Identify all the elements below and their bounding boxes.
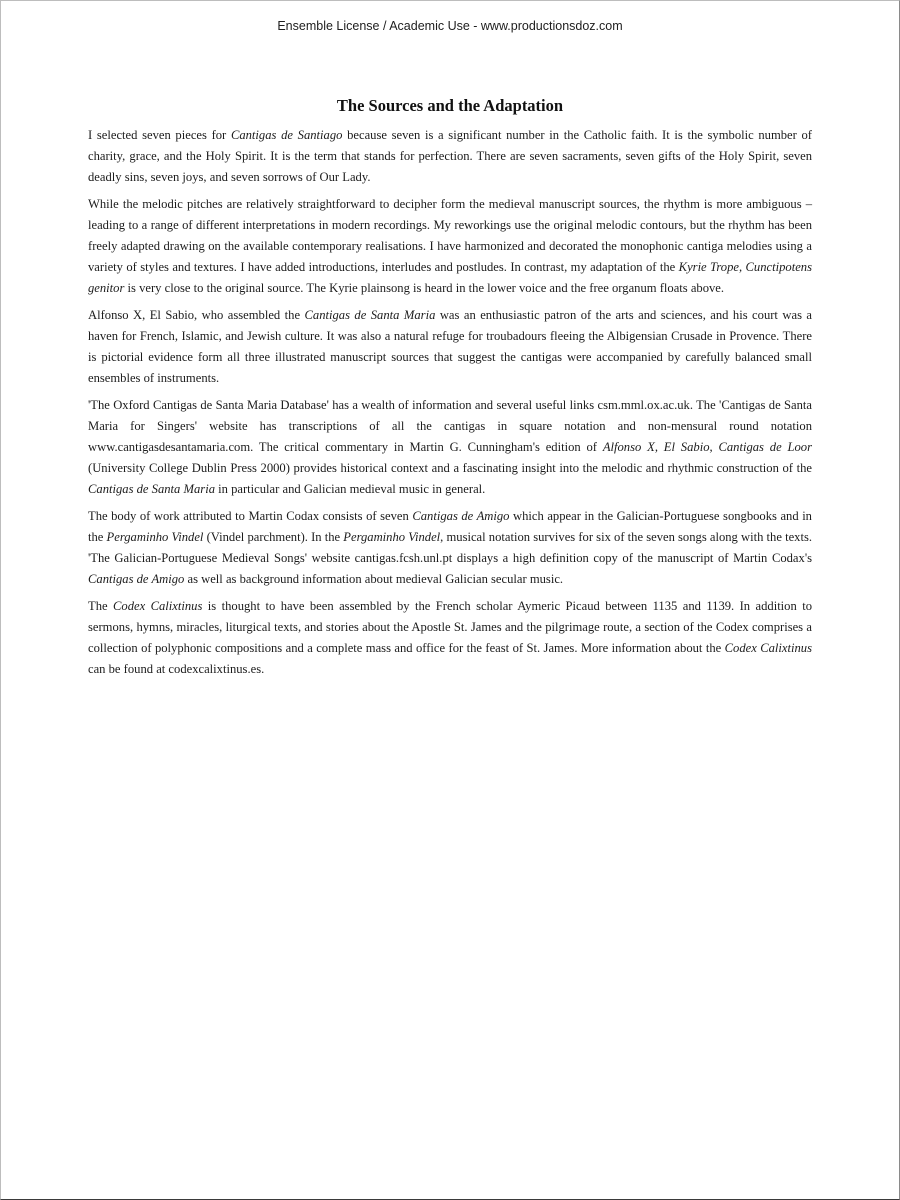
text-run: While the melodic pitches are relatively straightforward to decipher form the medieval manuscript sources, the rhythm is more ambiguous – leading to a range of different interpretations in modern recordings. My reworkings use the original melodic contours, but the rhythm has been freely adapted drawing on the available contemporary realisations. I have harmonized and decorated the monophonic cantiga melodies using a variety of styles and textures. I have added introductions, interludes and postludes. In contrast, my adaptation of the bbox=[88, 197, 812, 274]
italic-title-text: Codex Calixtinus bbox=[113, 599, 203, 613]
text-run: is thought to have been assembled by the French scholar Aymeric Picaud between 1135 and 1139. In addition to sermons, hymns, miracles, liturgical texts, and stories about the Apostle St. James and the pilgrimage route, a section of the Codex comprises a collection of polyphonic compositions and a complete mass and office for the feast of St. James. More information about the bbox=[88, 599, 812, 655]
text-run: (Vindel parchment). In the bbox=[203, 530, 344, 544]
italic-title-text: Cantigas de Santiago bbox=[230, 128, 343, 142]
italic-title-text: Codex Calixtinus bbox=[724, 641, 812, 655]
text-run: The bbox=[88, 599, 113, 613]
text-run: I selected seven pieces for bbox=[88, 128, 231, 142]
paragraph-4 bbox=[88, 395, 812, 500]
text-run: (University College Dublin Press 2000) provides historical context and a fascinating insight into the melodic and rhythmic construction of the bbox=[88, 461, 812, 475]
paragraph-6 bbox=[88, 596, 812, 680]
text-run: in particular and Galician medieval music in general. bbox=[215, 482, 486, 496]
body-text bbox=[88, 125, 812, 686]
paragraph-1 bbox=[88, 125, 812, 188]
text-run: 'The Oxford Cantigas de Santa Maria Database' has a wealth of information and several useful links csm.mml.ox.ac.uk. The 'Cantigas de Santa Maria for Singers' website has transcriptions of all the cantigas in square notation and non-mensural round notation www.cantigasdesantamaria.com. The critical commentary in Martin G. Cunningham's edition of bbox=[88, 398, 812, 454]
italic-title-text: Alfonso X, El Sabio, Cantigas de Loor bbox=[602, 440, 812, 454]
italic-title-text: Cantigas de Santa Maria bbox=[88, 482, 215, 496]
paragraph-2 bbox=[88, 194, 812, 299]
text-run: Alfonso X, El Sabio, who assembled the bbox=[88, 308, 305, 322]
page-title: The Sources and the Adaptation bbox=[336, 96, 564, 115]
paragraph-5 bbox=[88, 506, 812, 590]
license-header: Ensemble License / Academic Use - www.productionsdoz.com bbox=[277, 19, 623, 33]
text-run: was an enthusiastic patron of the arts and sciences, and his court was a haven for French, Islamic, and Jewish culture. It was also a natural refuge for troubadours fleeing the Albigensian Crusade in Provence. There is pictorial evidence form all three illustrated manuscript sources that suggest the cantigas were accompanied by carefully balanced small ensembles of instruments. bbox=[88, 308, 812, 385]
italic-title-text: Cantigas de Amigo bbox=[412, 509, 510, 523]
text-run: is very close to the original source. The Kyrie plainsong is heard in the lower voice and the free organum floats above. bbox=[124, 281, 725, 295]
text-run: as well as background information about medieval Galician secular music. bbox=[184, 572, 564, 586]
italic-title-text: Cantigas de Amigo bbox=[88, 572, 185, 586]
text-run: , musical notation survives for six of the seven songs along with the texts. 'The Galician-Portuguese Medieval Songs' website cantigas.fcsh.unl.pt displays a high definition copy of the manuscript of Martin Codax's bbox=[88, 530, 813, 565]
italic-title-text: Pergaminho Vindel bbox=[343, 530, 441, 544]
text-run: can be found at codexcalixtinus.es. bbox=[88, 662, 265, 676]
italic-title-text: Kyrie Trope, Cunctipotens genitor bbox=[88, 260, 812, 295]
italic-title-text: Cantigas de Santa Maria bbox=[304, 308, 436, 322]
text-run: The body of work attributed to Martin Codax consists of seven bbox=[88, 509, 413, 523]
italic-title-text: Pergaminho Vindel bbox=[106, 530, 204, 544]
text-run: because seven is a significant number in the Catholic faith. It is the symbolic number of charity, grace, and the Holy Spirit. It is the term that stands for perfection. There are seven sacraments, seven gifts of the Holy Spirit, seven deadly sins, seven joys, and seven sorrows of Our Lady. bbox=[88, 128, 813, 184]
text-run: which appear in the Galician-Portuguese songbooks and in the bbox=[88, 509, 812, 544]
paragraph-3 bbox=[88, 305, 812, 389]
